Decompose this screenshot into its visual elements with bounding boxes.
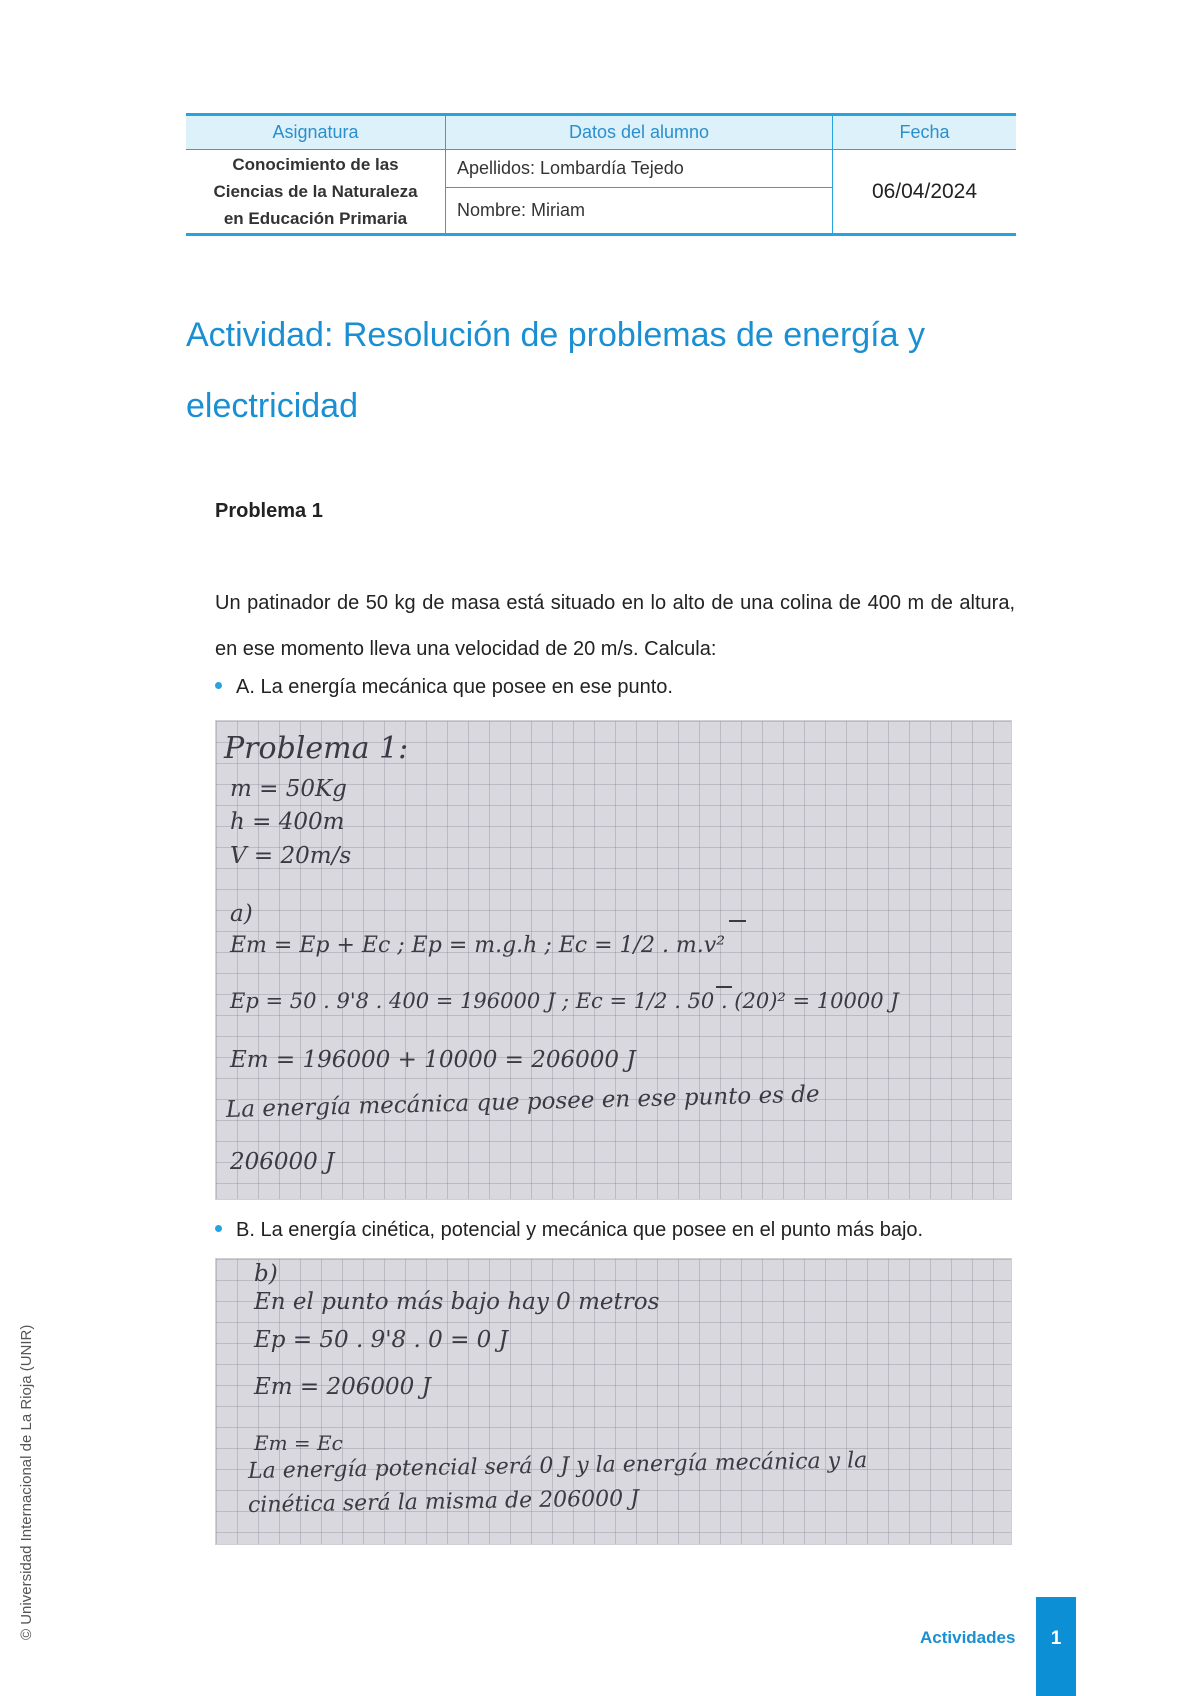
bullet-b [215, 1219, 923, 1242]
header-student-label: Datos del alumno [446, 115, 833, 150]
subject-line: Conocimiento de las [232, 155, 399, 174]
problem-statement: Un patinador de 50 kg de masa está situado en lo alto de una colina de 400 m de altura, en ese momento lleva una velocidad de 20 m/s. Calcula: [215, 592, 1015, 660]
hw-line: Problema 1: [224, 731, 409, 766]
activity-title: Actividad: Resolución de problemas de energía y electricidad [186, 316, 925, 425]
copyright-sidebar: © Universidad Internacional de La Rioja (UNIR) [18, 1324, 35, 1640]
hw-line: Ep = 50 . 9'8 . 0 = 0 J [254, 1327, 508, 1353]
subject-line: Ciencias de la Naturaleza [213, 182, 418, 201]
bullet-dot-icon [215, 1225, 222, 1232]
hw-line: cinética será la misma de 206000 J [247, 1486, 640, 1518]
bullet-a [215, 676, 673, 699]
hw-line: m = 50Kg [230, 776, 347, 802]
bullet-dot-icon [215, 682, 222, 689]
hw-line: V = 20m/s [230, 843, 352, 869]
footer-section-label: Actividades [920, 1628, 1016, 1647]
subject-name [186, 150, 446, 235]
hw-line: La energía mecánica que posee en ese punto es de [225, 1081, 820, 1123]
hw-line: h = 400m [230, 809, 345, 835]
problem-heading: Problema 1 [215, 500, 323, 522]
hw-line: Em = 196000 + 10000 = 206000 J [230, 1047, 636, 1073]
page-number-box [1036, 1597, 1076, 1696]
hw-line: b) [254, 1261, 278, 1287]
header-subject-label: Asignatura [186, 115, 446, 150]
subject-line: en Educación Primaria [223, 209, 408, 228]
header-date-label: Fecha [833, 115, 1017, 150]
student-surnames: Apellidos: Lombardía Tejedo [446, 150, 833, 188]
hw-line: Em = Ec [254, 1431, 343, 1455]
handwritten-solution-b-photo [215, 1258, 1012, 1545]
hw-line: a) [230, 901, 253, 927]
hw-line: La energía potencial será 0 J y la energía mecánica y la [247, 1448, 868, 1484]
page-number: 1 [1050, 1628, 1062, 1649]
hw-line: Em = Ep + Ec ; Ep = m.g.h ; Ec = 1/2 . m.v² [230, 933, 726, 958]
hw-line: Ep = 50 . 9'8 . 400 = 196000 J ; Ec = 1/2 . 50 . (20)² = 10000 J [230, 989, 899, 1013]
hw-line: 206000 J [230, 1149, 335, 1175]
header-table [186, 113, 1016, 236]
hw-line: Em = 206000 J [254, 1374, 431, 1400]
bullet-a-text: A. La energía mecánica que posee en ese punto. [236, 676, 673, 698]
student-name: Nombre: Miriam [446, 188, 833, 235]
submission-date: 06/04/2024 [833, 150, 1017, 235]
hw-line: En el punto más bajo hay 0 metros [254, 1289, 660, 1315]
handwritten-solution-a-photo [215, 720, 1012, 1200]
bullet-b-text: B. La energía cinética, potencial y mecánica que posee en el punto más bajo. [236, 1219, 924, 1241]
